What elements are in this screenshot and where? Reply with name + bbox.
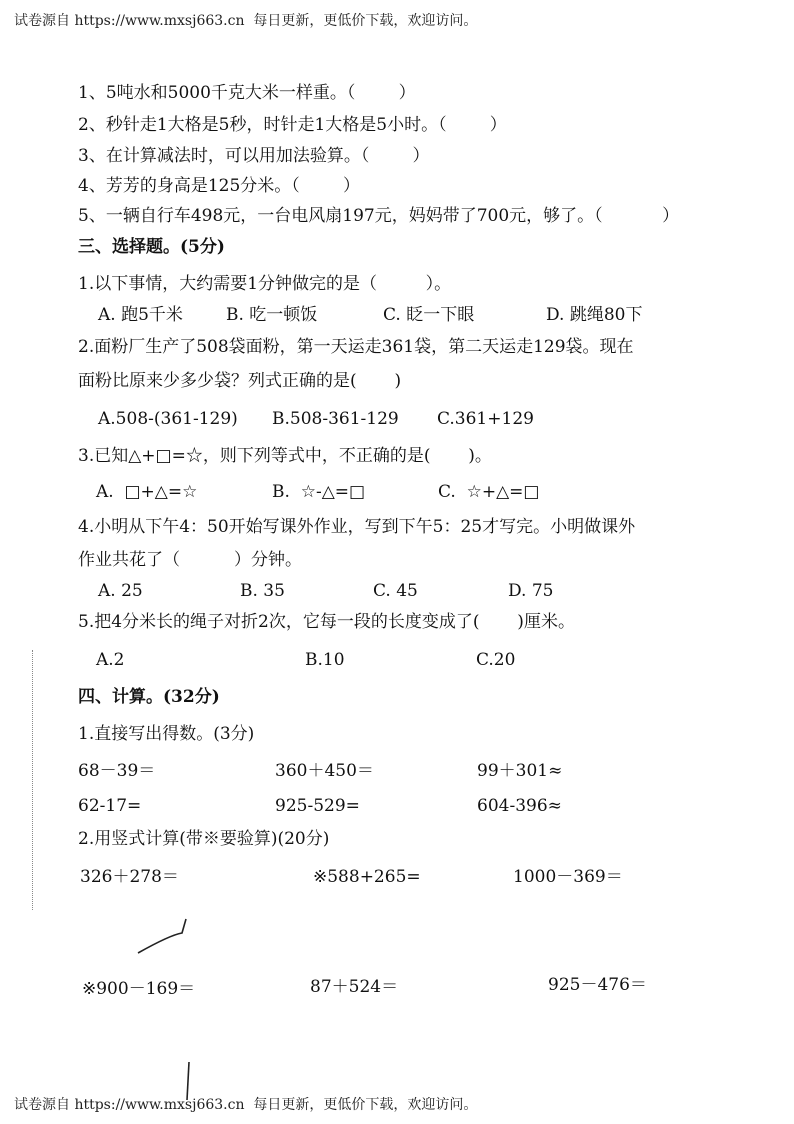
vert-calc-6: 925－476＝ <box>548 975 647 995</box>
judge-item-3: 3、在计算减法时，可以用加法验算。（ ） <box>78 146 430 166</box>
pen-mark <box>130 915 200 960</box>
q2-option-c: C.361+129 <box>437 409 534 429</box>
q4-option-b: B. 35 <box>240 581 285 601</box>
vert-calc-2: ※588+265= <box>313 867 421 887</box>
scan-edge-line <box>32 650 34 910</box>
q1-stem: 1.以下事情，大约需要1分钟做完的是（ ）。 <box>78 274 452 294</box>
q4-stem-line2: 作业共花了（ ）分钟。 <box>78 550 303 570</box>
calc-1-1: 68－39＝ <box>78 761 156 781</box>
q1-option-d: D. 跳绳80下 <box>546 305 643 325</box>
q1-option-a: A. 跑5千米 <box>98 305 183 325</box>
q1-option-b: B. 吃一顿饭 <box>226 305 318 325</box>
judge-item-1: 1、5吨水和5000千克大米一样重。（ ） <box>78 83 416 103</box>
vert-calc-3: 1000－369＝ <box>513 867 623 887</box>
judge-item-5: 5、一辆自行车498元，一台电风扇197元，妈妈带了700元，够了。（ ） <box>78 206 680 226</box>
q1-option-c: C. 眨一下眼 <box>383 305 475 325</box>
section-3-title: 三、选择题。(5分) <box>78 237 225 257</box>
vert-calc-4: ※900－169＝ <box>82 979 196 999</box>
calc-1-3: 99＋301≈ <box>477 761 563 781</box>
vert-calc-5: 87＋524＝ <box>310 977 399 997</box>
judge-item-2: 2、秒针走1大格是5秒，时针走1大格是5小时。（ ） <box>78 115 507 135</box>
q3-option-a: A. □+△=☆ <box>96 482 198 502</box>
q4-stem-line1: 4.小明从下午4：50开始写课外作业，写到下午5：25才写完。小明做课外 <box>78 517 636 537</box>
q5-option-b: B.10 <box>305 650 345 670</box>
q2-stem-line1: 2.面粉厂生产了508袋面粉，第一天运走361袋，第二天运走129袋。现在 <box>78 337 634 357</box>
calc-part2-title: 2.用竖式计算(带※要验算)(20分) <box>78 829 330 849</box>
page-footer: 试卷源自 https://www.mxsj663.cn 每日更新，更低价下载，欢迎访问。 <box>14 1097 478 1113</box>
q2-option-a: A.508-(361-129) <box>98 409 238 429</box>
calc-1-5: 925-529= <box>275 796 360 816</box>
page-header: 试卷源自 https://www.mxsj663.cn 每日更新，更低价下载，欢迎访问。 <box>14 13 478 29</box>
q5-option-a: A.2 <box>96 650 125 670</box>
judge-item-4: 4、芳芳的身高是125分米。（ ） <box>78 176 360 196</box>
q2-option-b: B.508-361-129 <box>272 409 399 429</box>
q3-stem: 3.已知△+□=☆，则下列等式中，不正确的是( )。 <box>78 446 492 466</box>
q2-stem-line2: 面粉比原来少多少袋？列式正确的是( ) <box>78 371 402 391</box>
q3-option-b: B. ☆-△=□ <box>272 482 366 502</box>
q4-option-d: D. 75 <box>508 581 554 601</box>
q5-option-c: C.20 <box>476 650 516 670</box>
calc-1-2: 360＋450＝ <box>275 761 374 781</box>
q4-option-a: A. 25 <box>98 581 143 601</box>
section-4-title: 四、计算。(32分) <box>78 687 220 707</box>
q3-option-c: C. ☆+△=□ <box>438 482 540 502</box>
q4-option-c: C. 45 <box>373 581 418 601</box>
calc-1-4: 62-17= <box>78 796 142 816</box>
calc-1-6: 604-396≈ <box>477 796 562 816</box>
calc-part1-title: 1.直接写出得数。(3分) <box>78 724 255 744</box>
q5-stem: 5.把4分米长的绳子对折2次，它每一段的长度变成了( )厘米。 <box>78 612 575 632</box>
vert-calc-1: 326＋278＝ <box>80 867 179 887</box>
